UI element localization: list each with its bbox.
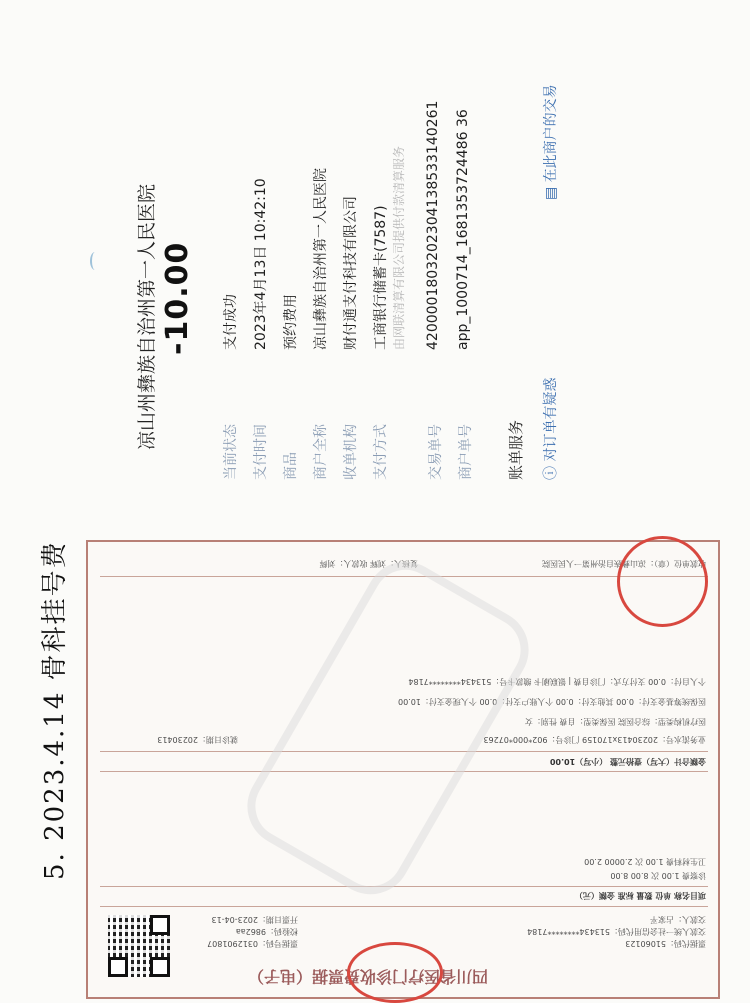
- merchant-orders-link[interactable]: [540, 84, 560, 200]
- row-pay-time: [250, 178, 280, 480]
- row-value: 凉山彝族自治州第一人民医院: [313, 168, 329, 350]
- invoice-number: 票据号码：0312901807: [207, 939, 298, 948]
- amount: -10.00: [160, 241, 195, 355]
- official-stamp-icon: [347, 942, 443, 1003]
- serial-number: 业务流水号：20230413x170159 门诊号：902*000*07263: [483, 735, 706, 744]
- row-value: 财付通支付科技有限公司: [343, 196, 359, 350]
- payer: 交款人：占家平: [650, 915, 706, 924]
- payee-unit: 收款单位（章）：凉山彝族自治州第一人民医院: [542, 559, 706, 568]
- row-acquirer: [340, 196, 370, 480]
- row-label: 收单机构: [343, 424, 359, 480]
- institution-info: 医疗机构类型：综合医院 医保类型：自费 性别：女: [524, 717, 706, 726]
- payment-receipt: [120, 0, 600, 500]
- row-value: 2023年4月13日 10:42:10: [253, 178, 269, 350]
- dispute-label: 对订单有疑惑: [543, 377, 559, 462]
- row-transaction-no: [425, 101, 455, 480]
- handwritten-note: 5. 2023.4.14 骨科挂号费: [40, 540, 70, 880]
- items-header: 项目名称 单位 数量 标准 金额（元）: [574, 891, 706, 900]
- list-doc-icon: ▤: [543, 186, 559, 200]
- settlement-info: 医保统筹基金支付：0.00 其他支付：0.00 个人账户支付：0.00 个人现金支付：10.00: [398, 697, 706, 706]
- item-row: 诊察费 1.00 次 8.00 8.00: [610, 871, 706, 880]
- payment-info: 个人自付：0.00 支付方式：门诊自费 | 银联刷卡 缴款卡号：513434********7184: [408, 677, 706, 686]
- row-value: 支付成功: [223, 294, 239, 350]
- total-amount: 金额合计（大写）壹拾元整 （小写）10.00: [549, 757, 706, 766]
- visit-date: 就诊日期：20230413: [157, 735, 238, 744]
- merchant-title: 凉山州彝族自治州第一人民医院: [136, 183, 158, 450]
- row-label: 支付方式: [373, 424, 389, 480]
- row-status: [220, 294, 250, 480]
- row-value: 预约费用: [283, 294, 299, 350]
- row-label: 商户单号: [458, 424, 474, 480]
- row-label: 支付时间: [253, 424, 269, 480]
- payer-credit-code: 交款人统一社会信用代码：513434********7184: [527, 927, 706, 936]
- row-label: 商品: [283, 452, 299, 480]
- invoice-code: 票据代码：51060123: [625, 939, 706, 948]
- item-row: 卫生材料费 1.00 次 2.0000 2.00: [584, 857, 706, 866]
- qr-code-icon: [108, 915, 170, 977]
- row-label: 商户全称: [313, 424, 329, 480]
- row-goods: [280, 294, 310, 480]
- orders-label: 在此商户的交易: [543, 84, 559, 183]
- dispute-link[interactable]: [540, 378, 560, 480]
- row-value: 工商银行储蓄卡(7587): [373, 205, 389, 350]
- row-label: 当前状态: [223, 424, 239, 480]
- row-label: 交易单号: [428, 424, 444, 480]
- row-pay-method: [370, 146, 420, 480]
- check-code: 校验码：9862aa: [235, 927, 298, 936]
- reviewer: 复核人：刘辉 收款人：刘辉: [319, 559, 418, 568]
- row-merchant-order-no: [455, 109, 485, 480]
- issue-date: 开票日期：2023-04-13: [211, 915, 298, 924]
- clearing-note: 由网联清算有限公司提供付款清算服务: [392, 145, 406, 350]
- question-circle-icon: ⓘ: [543, 466, 559, 480]
- row-merchant: [310, 168, 340, 480]
- row-value: app_1000714_1681353724486 36: [455, 109, 471, 350]
- invoice-title: 四川省医疗门诊收费票据（电子）: [247, 967, 488, 986]
- drag-handle[interactable]: [90, 252, 100, 270]
- bill-service-heading: 账单服务: [507, 419, 525, 480]
- hospital-stamp-icon: [617, 536, 708, 627]
- row-value: 4200001803202304138533140261: [425, 100, 441, 350]
